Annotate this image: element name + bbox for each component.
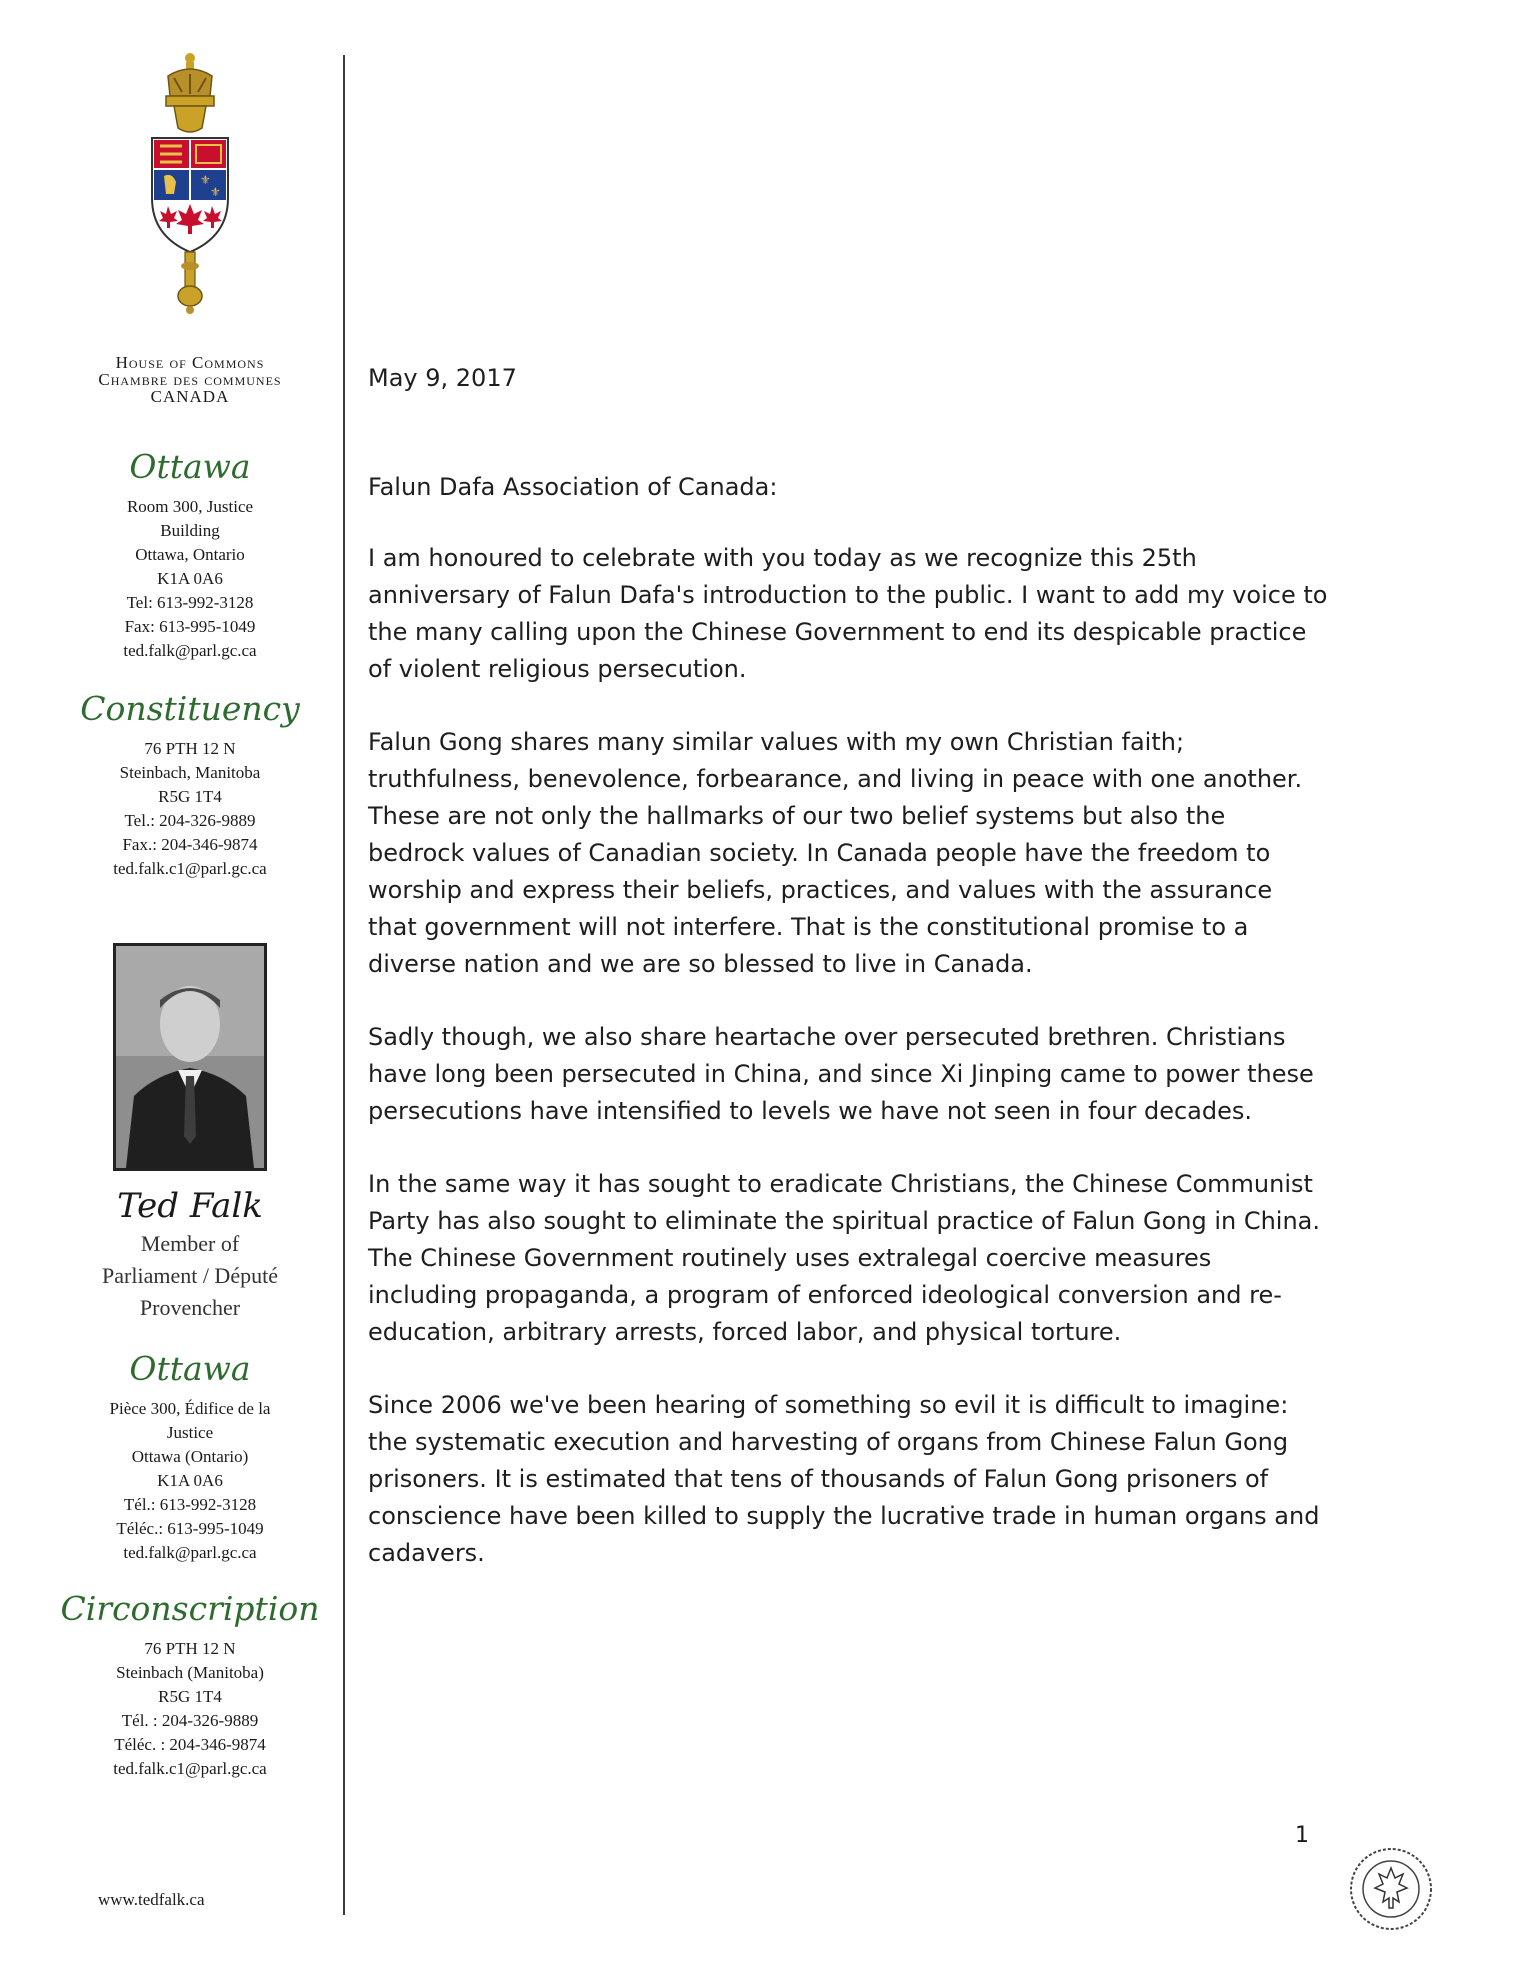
phone-number: Tel.: 204-326-9889	[124, 811, 256, 830]
circonscription-heading: Circonscription	[60, 1589, 320, 1628]
letter-paragraph: I am honoured to celebrate with you today as we recognize this 25th anniversary of Falun Dafa's introduction to the public. I want to add my voice to the many calling upon the Chinese Government to end its despicable practice of violent religious persecution.	[368, 544, 1328, 683]
house-name-fr: Chambre des communes	[98, 370, 282, 389]
address-line: Ottawa, Ontario	[135, 545, 245, 564]
letter-paragraph: In the same way it has sought to eradicate Christians, the Chinese Communist Party has also sought to eliminate the spiritual practice of Falun Gong in China. The Chinese Government routinely uses extralegal coercive measures including propaganda, a program of enforced ideological conversion and re-education, arbitrary arrests, forced labor, and physical torture.	[368, 1170, 1321, 1346]
address-line: Justice	[166, 1423, 214, 1442]
postal-code: K1A 0A6	[157, 1471, 223, 1490]
ottawa-heading: Ottawa	[129, 447, 251, 486]
role-line: Parliament / Député	[102, 1263, 278, 1288]
address-line: Room 300, Justice	[126, 497, 254, 516]
postal-code: R5G 1T4	[158, 1687, 222, 1706]
constituency-office	[40, 689, 340, 881]
house-country: CANADA	[150, 387, 230, 406]
email-address: ted.falk.c1@parl.gc.ca	[113, 1759, 267, 1778]
svg-text:⚜: ⚜	[210, 185, 221, 199]
postal-code: K1A 0A6	[157, 569, 223, 588]
ottawa-office-en	[40, 447, 340, 663]
address-line: Steinbach, Manitoba	[119, 763, 261, 782]
letter-paragraph: Falun Gong shares many similar values with my own Christian faith; truthfulness, benevolence, forbearance, and living in peace with one another. These are not only the hallmarks of our two belief systems but also the bedrock values of Canadian society. In Canada people have the freedom to worship and express their beliefs, practices, and values with the assurance that government will not interfere. That is the constitutional promise to a diverse nation and we are so blessed to live in Canada.	[368, 728, 1303, 978]
house-name-en: House of Commons	[115, 353, 265, 372]
signature: Ted Falk	[117, 1186, 263, 1226]
svg-text:⚜: ⚜	[200, 173, 211, 187]
address-line: Steinbach (Manitoba)	[116, 1663, 264, 1682]
email-address: ted.falk@parl.gc.ca	[123, 1543, 257, 1562]
ottawa-heading-fr: Ottawa	[129, 1349, 251, 1388]
address-line: 76 PTH 12 N	[144, 739, 236, 758]
address-line: 76 PTH 12 N	[144, 1639, 236, 1658]
environmental-choice-seal-icon	[1348, 1846, 1434, 1932]
constituency-heading: Constituency	[80, 689, 300, 728]
phone-number: Tél.: 613-992-3128	[123, 1495, 257, 1514]
phone-number: Tel: 613-992-3128	[126, 593, 254, 612]
letter-paragraph: Since 2006 we've been hearing of something so evil it is difficult to imagine: the systematic execution and harvesting of organs from Chinese Falun Gong prisoners. It is estimated that tens of thousands of Falun Gong prisoners of conscience have been killed to supply the lucrative trade in human organs and cadavers.	[368, 1391, 1320, 1567]
role-line: Member of	[140, 1231, 240, 1256]
fax-number: Téléc.: 613-995-1049	[116, 1519, 264, 1538]
letter-date: May 9, 2017	[368, 364, 517, 392]
riding-name: Provencher	[139, 1295, 241, 1320]
page-number: 1	[1295, 1823, 1309, 1848]
portrait-image	[116, 946, 264, 1168]
ottawa-office-fr	[40, 1349, 340, 1565]
letter-body	[368, 360, 1328, 1608]
fax-number: Fax: 613-995-1049	[124, 617, 256, 636]
email-address: ted.falk@parl.gc.ca	[123, 641, 257, 660]
address-line: Pièce 300, Édifice de la	[109, 1399, 271, 1418]
house-of-commons-name	[40, 354, 340, 405]
address-line: Ottawa (Ontario)	[131, 1447, 249, 1466]
fax-number: Fax.: 204-346-9874	[122, 835, 258, 854]
mp-portrait-photo	[113, 943, 267, 1171]
address-line: Building	[160, 521, 220, 540]
circonscription-office	[40, 1589, 340, 1781]
sidebar-divider	[343, 55, 345, 1915]
email-address: ted.falk.c1@parl.gc.ca	[113, 859, 267, 878]
house-of-commons-crest-icon	[130, 48, 250, 318]
phone-number: Tél. : 204-326-9889	[121, 1711, 259, 1730]
website-link[interactable]: www.tedfalk.ca	[98, 1890, 205, 1909]
letterhead-sidebar	[40, 48, 340, 1781]
postal-code: R5G 1T4	[158, 787, 222, 806]
letter-paragraph: Sadly though, we also share heartache over persecuted brethren. Christians have long been persecuted in China, and since Xi Jinping came to power these persecutions have intensified to levels we have not seen in four decades.	[368, 1023, 1314, 1125]
letter-salutation: Falun Dafa Association of Canada:	[368, 473, 778, 501]
fax-number: Téléc. : 204-346-9874	[114, 1735, 266, 1754]
